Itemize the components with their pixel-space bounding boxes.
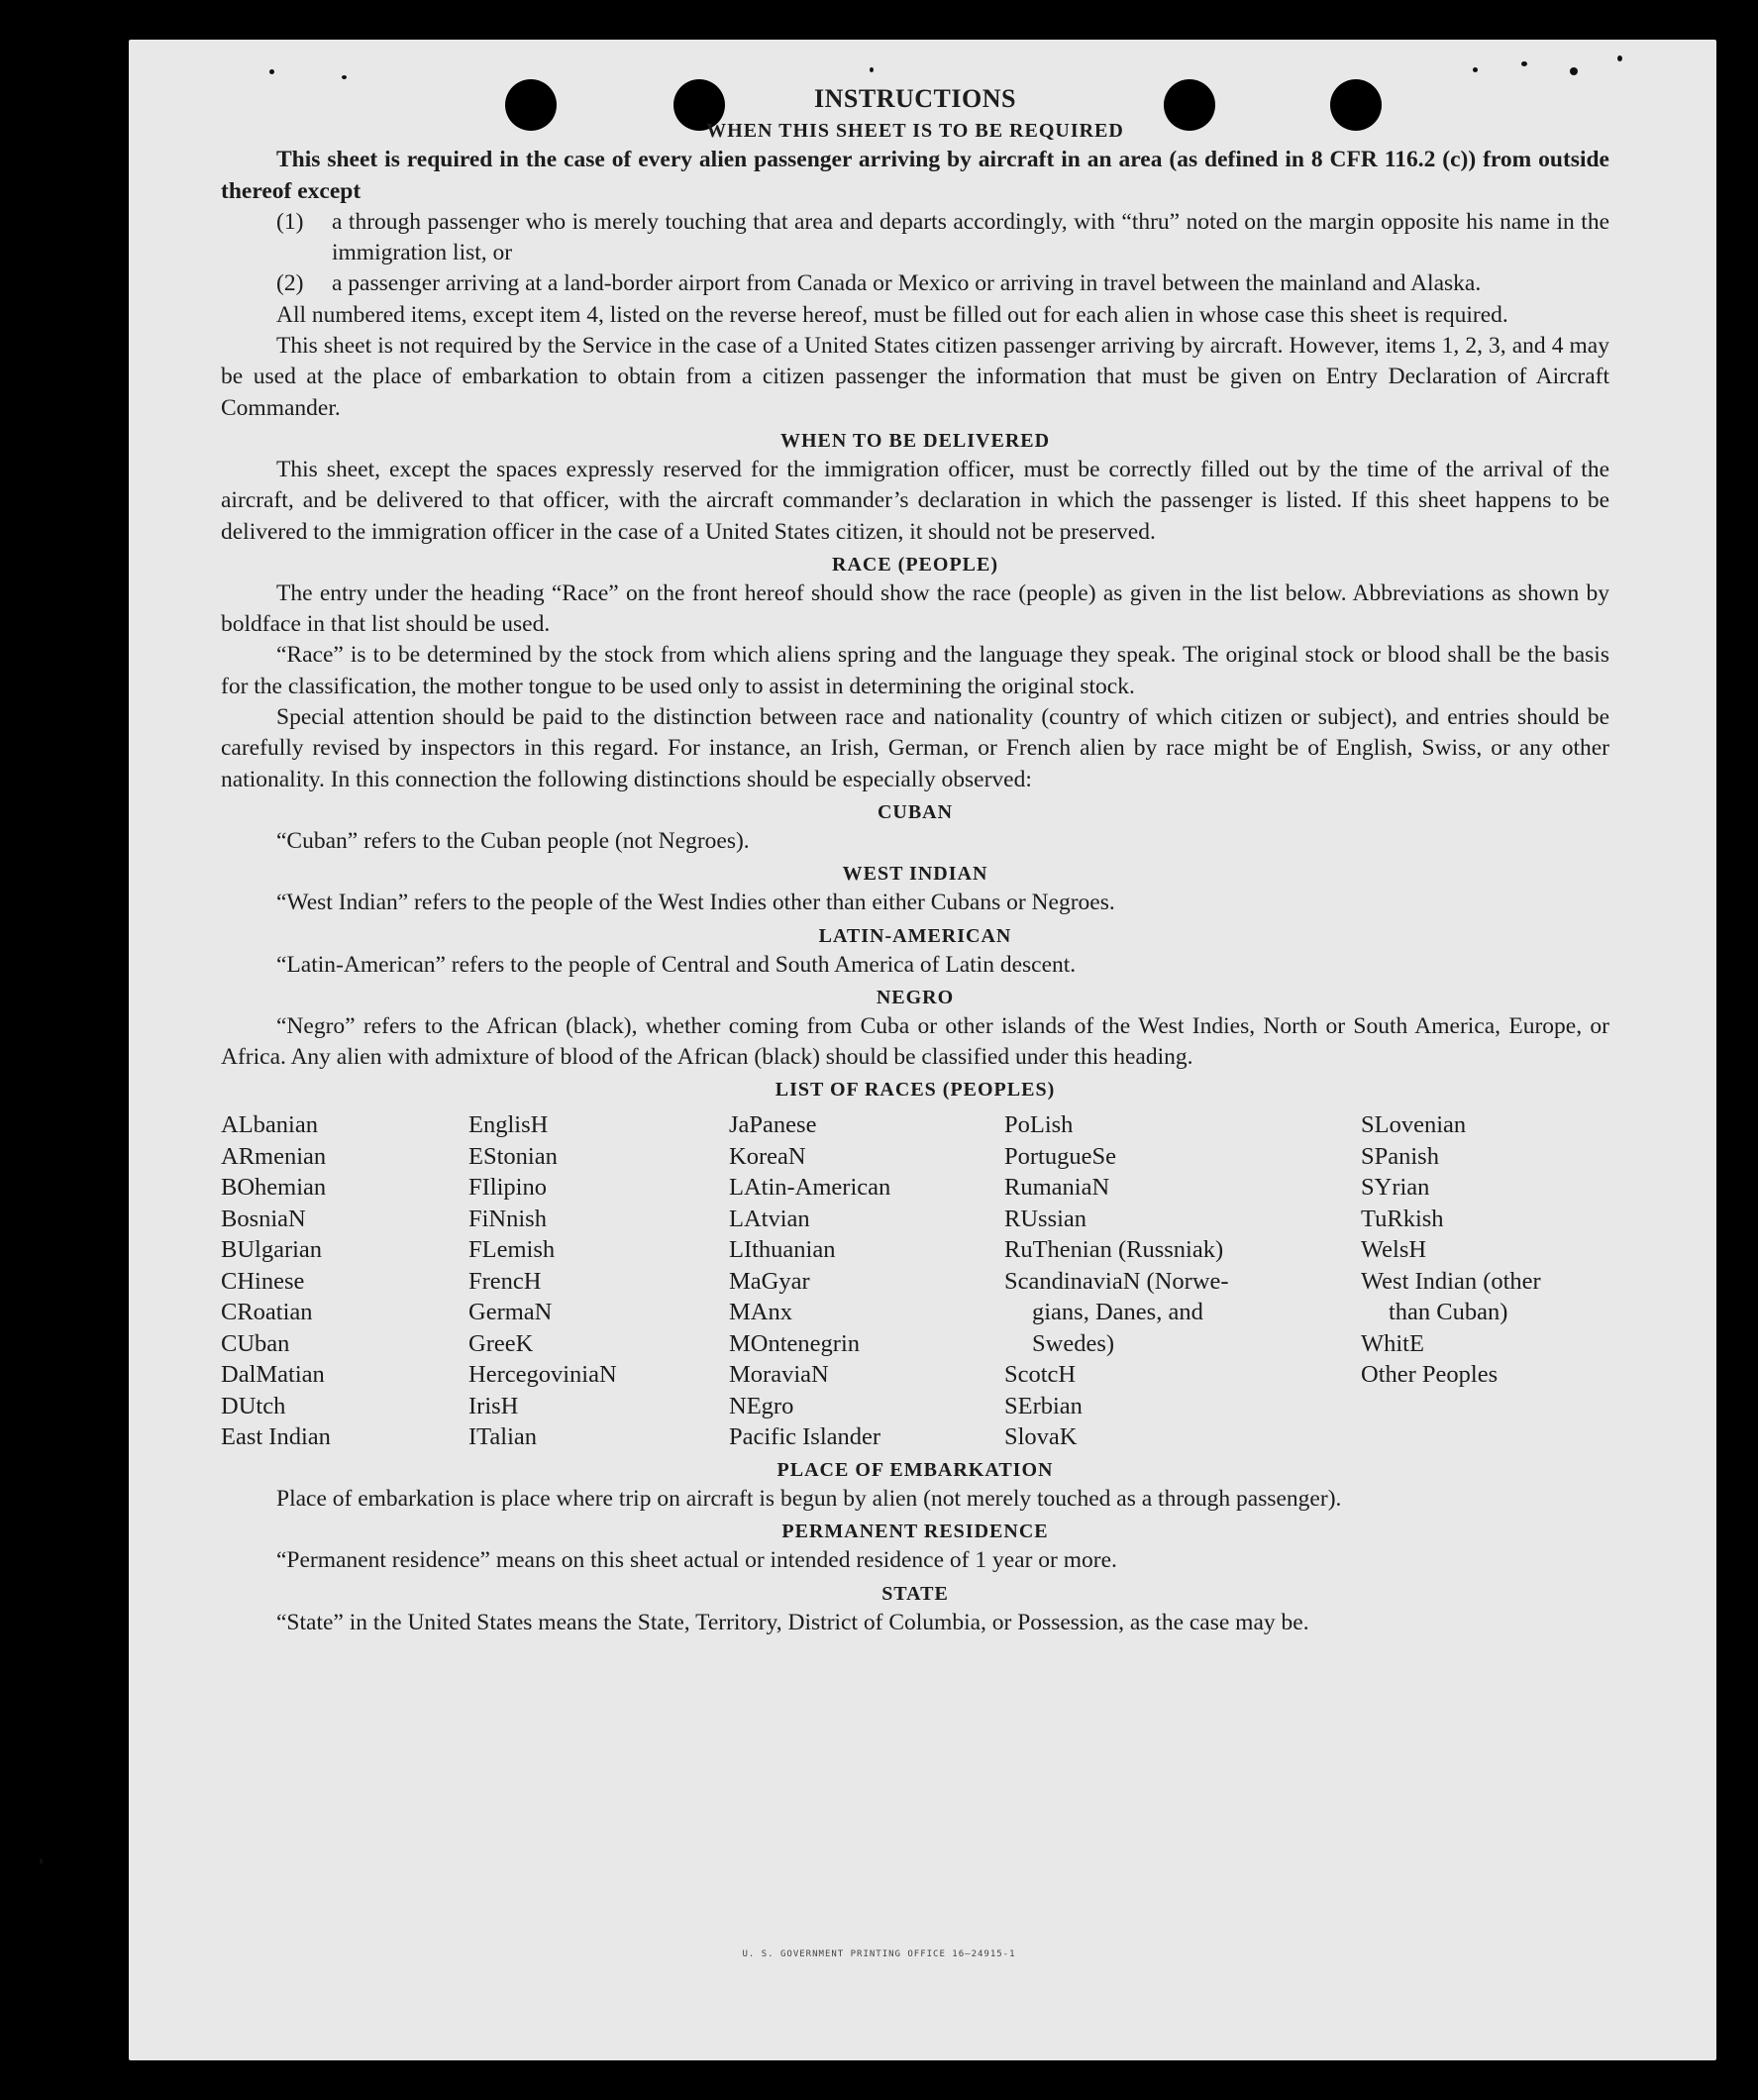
page-title: INSTRUCTIONS xyxy=(814,84,1016,113)
race-entry: than Cuban) xyxy=(1389,1299,1508,1326)
race-entry: RumaniaN xyxy=(1004,1174,1110,1202)
race-entry: HercegoviniaN xyxy=(468,1361,617,1389)
instructions-body xyxy=(221,83,1609,1638)
definition-text: “Negro” refers to the African (black), whether coming from Cuba or other islands of the West Indies, North or South America, Europe, or Africa. Any alien with admixture of blood of the African (black) should be classified under this heading. xyxy=(221,1012,1609,1071)
races-column xyxy=(1361,1109,1608,1453)
race-entry: IrisH xyxy=(468,1392,519,1419)
race-entry: FLemish xyxy=(468,1236,556,1264)
race-entry: LIthuanian xyxy=(729,1236,836,1264)
list-item xyxy=(221,268,1609,299)
item-text: a through passenger who is merely touching that area and departs accordingly, with “thru” noted on the margin opposite his name in the immigration list, or xyxy=(332,208,1609,266)
scan-speck xyxy=(40,1858,43,1864)
paragraph: This sheet, except the spaces expressly reserved for the immigration officer, must be correctly filled out by the time of the arrival of the aircraft, and be delivered to that officer, with the aircraft commander’s declaration in which the passenger is listed. If this sheet happens to be delivered to the immigration officer in the case of a United States citizen, it should not be preserved. xyxy=(221,456,1609,545)
section-heading-races-list: LIST OF RACES (PEOPLES) xyxy=(775,1079,1056,1102)
race-entry: GermaN xyxy=(468,1299,553,1326)
race-entry: BosniaN xyxy=(221,1205,306,1232)
definition-text: “Latin-American” refers to the people of Central and South America of Latin descent. xyxy=(276,951,1077,978)
race-entry: PortugueSe xyxy=(1004,1142,1116,1170)
paragraph: This sheet is required in the case of every alien passenger arriving by aircraft in an area (as defined in 8 CFR 116.2 (c)) from outside thereof except xyxy=(221,147,1609,204)
race-entry: JaPanese xyxy=(729,1111,817,1139)
definition-text: “State” in the United States means the State, Territory, District of Columbia, or Possession, as the case may be. xyxy=(276,1609,1309,1635)
item-text: a passenger arriving at a land-border airport from Canada or Mexico or arriving in travel between the mainland and Alaska. xyxy=(332,270,1482,297)
race-entry: CHinese xyxy=(221,1267,305,1295)
scan-speck xyxy=(1473,67,1478,72)
race-entry: Pacific Islander xyxy=(729,1423,881,1451)
scan-speck xyxy=(342,75,347,79)
race-entry: SlovaK xyxy=(1004,1423,1078,1451)
scan-speck xyxy=(1570,67,1578,75)
race-entry: SYrian xyxy=(1361,1174,1430,1202)
race-entry: CUban xyxy=(221,1329,290,1357)
paragraph: The entry under the heading “Race” on the front hereof should show the race (people) as given in the list below. Abbreviations as shown by boldface in that list should be used. xyxy=(221,579,1609,638)
race-entry: SLovenian xyxy=(1361,1111,1467,1139)
races-list xyxy=(221,1109,1609,1453)
race-entry: LAtin-American xyxy=(729,1174,891,1202)
definition-text: “Permanent residence” means on this sheet actual or intended residence of 1 year or more. xyxy=(276,1547,1117,1574)
race-entry: Swedes) xyxy=(1032,1329,1115,1357)
paragraph: “Race” is to be determined by the stock from which aliens spring and the language they speak. The original stock or blood shall be the basis for the classification, the mother tongue to be used only to assist in determining the original stock. xyxy=(221,642,1609,699)
race-entry: RuThenian (Russniak) xyxy=(1004,1236,1224,1264)
race-entry: FIlipino xyxy=(468,1174,547,1202)
race-entry: BOhemian xyxy=(221,1174,327,1202)
paragraph: All numbered items, except item 4, listed on the reverse hereof, must be filled out for each alien in whose case this sheet is required. xyxy=(276,301,1508,328)
race-entry: ITalian xyxy=(468,1423,538,1451)
race-entry: BUlgarian xyxy=(221,1236,323,1264)
scan-speck xyxy=(269,69,274,74)
race-entry: TuRkish xyxy=(1361,1205,1444,1232)
race-entry: PoLish xyxy=(1004,1111,1074,1139)
race-entry: ALbanian xyxy=(221,1111,318,1139)
race-entry: Other Peoples xyxy=(1361,1361,1499,1389)
printer-imprint: U. S. GOVERNMENT PRINTING OFFICE 16—24915-1 xyxy=(742,1949,1016,1959)
race-entry: MOntenegrin xyxy=(729,1329,860,1357)
race-entry: WelsH xyxy=(1361,1236,1427,1264)
race-entry: DalMatian xyxy=(221,1361,325,1389)
race-entry: SErbian xyxy=(1004,1392,1083,1419)
definition-text: Place of embarkation is place where trip on aircraft is begun by alien (not merely touched as a through passenger). xyxy=(276,1485,1342,1512)
race-entry: FiNnish xyxy=(468,1205,547,1232)
race-entry: ARmenian xyxy=(221,1142,327,1170)
races-column xyxy=(1004,1109,1361,1453)
race-entry: ScandinaviaN (Norwe- xyxy=(1004,1267,1229,1295)
race-entry: SPanish xyxy=(1361,1142,1439,1170)
race-entry: East Indian xyxy=(221,1423,331,1451)
section-heading-latin-american: LATIN-AMERICAN xyxy=(818,924,1012,947)
paragraph: Special attention should be paid to the distinction between race and nationality (country of which citizen or subject), and entries should be carefully revised by inspectors in this regard. For instance, an Irish, German, or French alien by race might be of English, Swiss, or any other nationality. In this connection the following distinctions should be especially observed: xyxy=(221,704,1609,792)
races-column xyxy=(221,1109,468,1453)
race-entry: RUssian xyxy=(1004,1205,1087,1232)
race-entry: FrencH xyxy=(468,1267,542,1295)
race-entry: ScotcH xyxy=(1004,1361,1077,1389)
race-entry: NEgro xyxy=(729,1392,794,1419)
races-column xyxy=(729,1109,1004,1453)
section-heading-state: STATE xyxy=(881,1582,949,1605)
race-entry: KoreaN xyxy=(729,1142,806,1170)
race-entry: MAnx xyxy=(729,1299,792,1326)
race-entry: LAtvian xyxy=(729,1205,810,1232)
scan-speck xyxy=(870,67,874,72)
section-heading-embarkation: PLACE OF EMBARKATION xyxy=(776,1458,1054,1481)
section-heading-residence: PERMANENT RESIDENCE xyxy=(781,1521,1049,1543)
race-entry: EnglisH xyxy=(468,1111,549,1139)
races-column xyxy=(468,1109,729,1453)
definition-text: “West Indian” refers to the people of the West Indies other than either Cubans or Negroes. xyxy=(276,890,1115,916)
race-entry: MoraviaN xyxy=(729,1361,829,1389)
section-heading-cuban: CUBAN xyxy=(877,800,954,823)
definition-text: “Cuban” refers to the Cuban people (not Negroes). xyxy=(276,827,750,854)
race-entry: MaGyar xyxy=(729,1267,810,1295)
race-entry: EStonian xyxy=(468,1142,558,1170)
race-entry: WhitE xyxy=(1361,1329,1424,1357)
section-heading-race: RACE (PEOPLE) xyxy=(832,553,998,576)
item-number: (1) xyxy=(276,208,304,235)
race-entry: West Indian (other xyxy=(1361,1267,1541,1295)
list-item xyxy=(221,207,1609,269)
race-entry: gians, Danes, and xyxy=(1032,1299,1203,1326)
paragraph: This sheet is not required by the Service in the case of a United States citizen passenger arriving by aircraft. However, items 1, 2, 3, and 4 may be used at the place of embarkation to obtain from a citizen passenger the information that must be given on Entry Declaration of Aircraft Commander. xyxy=(221,333,1609,421)
section-heading-when-required: WHEN THIS SHEET IS TO BE REQUIRED xyxy=(706,120,1124,143)
item-number: (2) xyxy=(276,270,304,297)
race-entry: CRoatian xyxy=(221,1299,313,1326)
race-entry: DUtch xyxy=(221,1392,286,1419)
race-entry: GreeK xyxy=(468,1329,534,1357)
section-heading-negro: NEGRO xyxy=(876,986,955,1008)
section-heading-west-indian: WEST INDIAN xyxy=(842,863,988,886)
scan-speck xyxy=(1521,61,1527,66)
scan-speck xyxy=(1617,55,1622,61)
section-heading-when-delivered: WHEN TO BE DELIVERED xyxy=(779,429,1051,452)
